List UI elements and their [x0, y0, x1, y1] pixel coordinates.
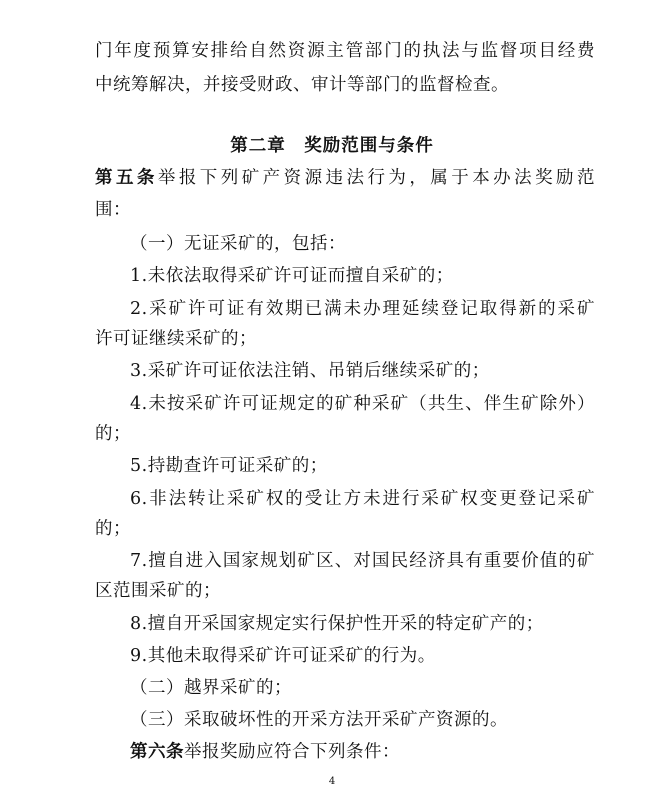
list-item-4-line-2: 的； [95, 424, 131, 444]
list-item-8: 8.擅自开采国家规定实行保护性开采的特定矿产的； [130, 614, 544, 634]
list-item-4-line-1: 4.未按采矿许可证规定的矿种采矿（共生、伴生矿除外） [130, 394, 595, 414]
article-6-text: 举报奖励应符合下列条件： [184, 742, 400, 762]
sub-item-3: （三）采取破坏性的开采方法开采矿产资源的。 [130, 710, 508, 730]
article-6-line [130, 740, 595, 764]
list-item-9: 9.其他未取得采矿许可证采矿的行为。 [130, 646, 436, 666]
body-line: 中统筹解决，并接受财政、审计等部门的监督检查。 [95, 75, 509, 95]
list-item-2-line-1: 2.采矿许可证有效期已满未办理延续登记取得新的采矿 [130, 299, 595, 319]
article-5-label: 第五条 [95, 168, 158, 188]
list-item-2-line-2: 许可证继续采矿的； [95, 329, 257, 349]
list-item-1: 1.未依法取得采矿许可证而擅自采矿的； [130, 266, 454, 286]
list-item-7-line-1: 7.擅自进入国家规划矿区、对国民经济具有重要价值的矿 [130, 551, 595, 571]
list-item-3: 3.采矿许可证依法注销、吊销后继续采矿的； [130, 361, 490, 381]
article-5-line-2: 围： [95, 200, 131, 220]
sub-item-2: （二）越界采矿的； [130, 678, 292, 698]
body-line: 门年度预算安排给自然资源主管部门的执法与监督项目经费 [95, 41, 595, 61]
list-item-7-line-2: 区范围采矿的； [95, 581, 221, 601]
sub-item-1: （一）无证采矿的，包括： [130, 234, 346, 254]
article-5-line-1 [95, 166, 595, 190]
list-item-5: 5.持勘查许可证采矿的； [130, 456, 328, 476]
list-item-6-line-1: 6.非法转让采矿权的受让方未进行采矿权变更登记采矿 [130, 489, 595, 509]
article-6-label: 第六条 [130, 742, 184, 762]
chapter-title: 第二章 奖励范围与条件 [230, 136, 434, 156]
list-item-6-line-2: 的； [95, 519, 131, 539]
article-5-text: 举报下列矿产资源违法行为，属于本办法奖励范 [157, 168, 596, 188]
page-number: 4 [328, 776, 336, 787]
